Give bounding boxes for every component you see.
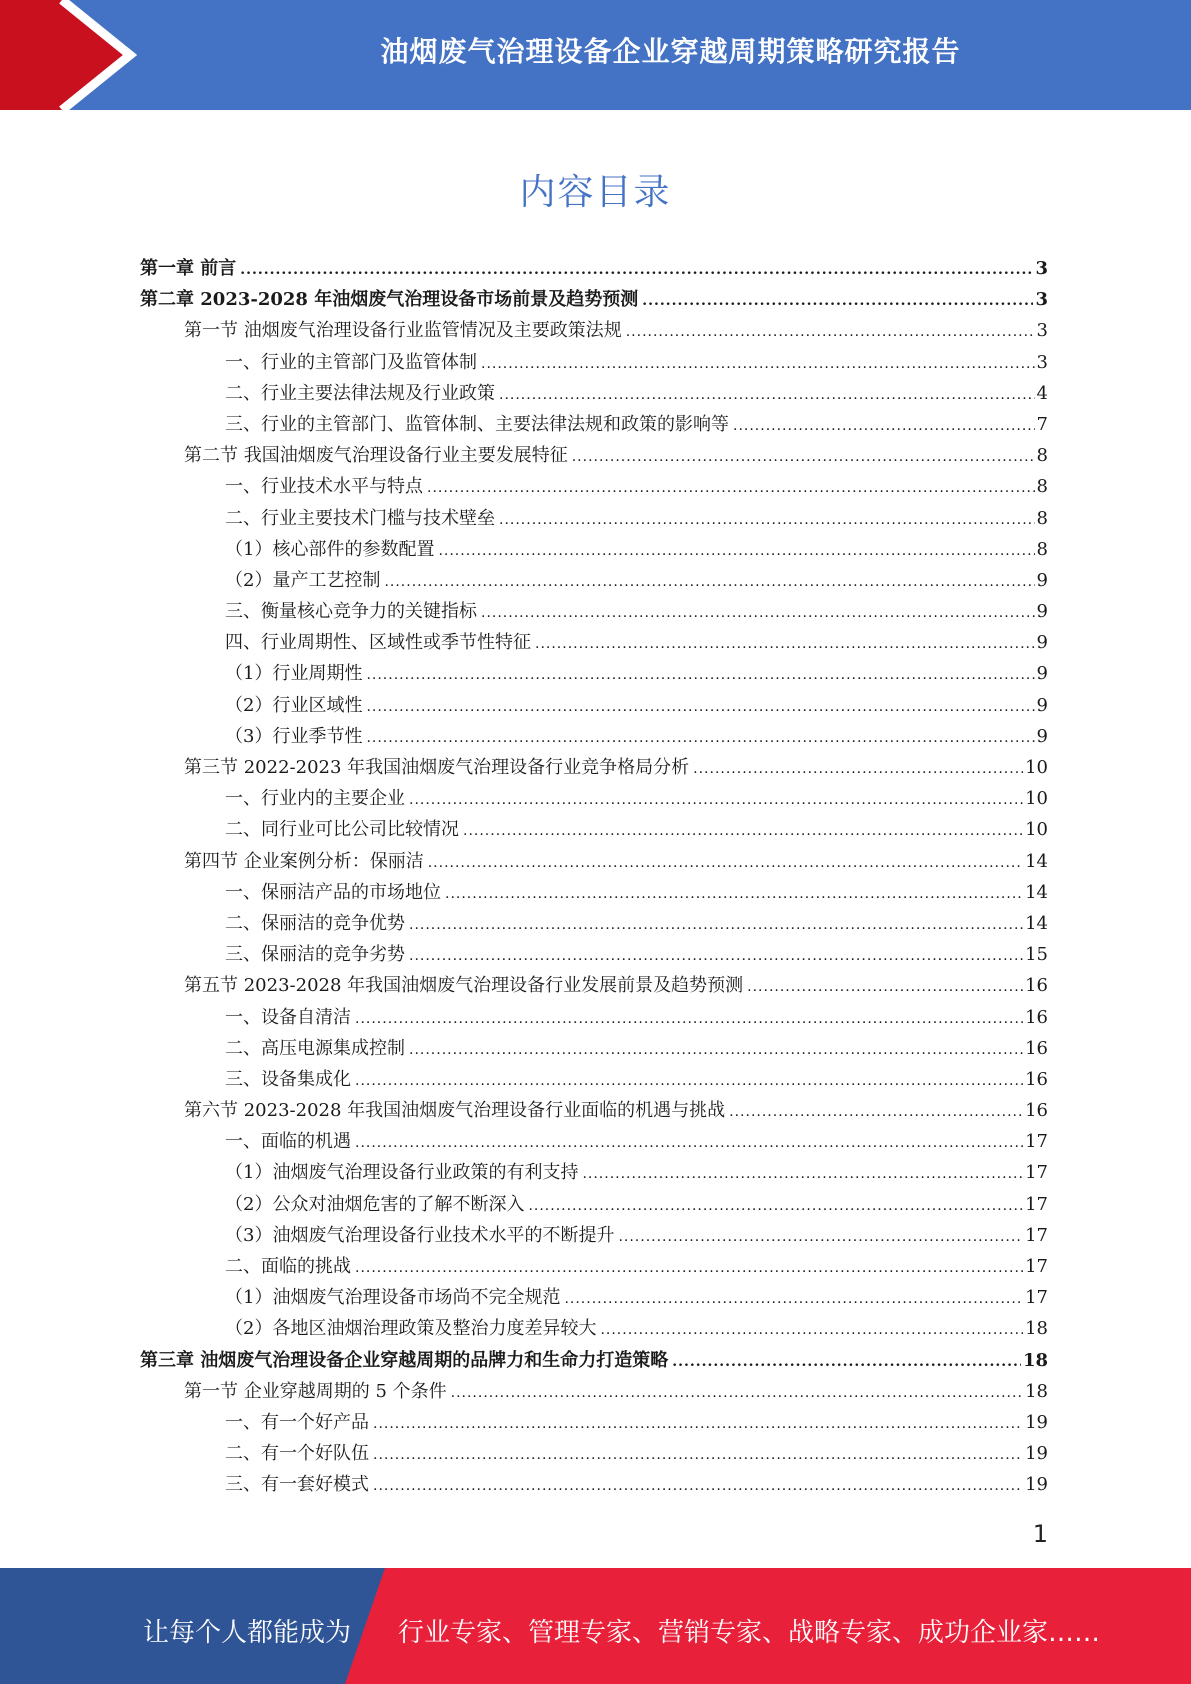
toc-entry[interactable] — [140, 503, 1048, 534]
header-banner — [0, 0, 1191, 110]
toc-entry-page: 16 — [1025, 1068, 1048, 1090]
toc-entry-label: （1）油烟废气治理设备行业政策的有利支持 — [225, 1162, 579, 1184]
toc-dot-leader — [672, 1347, 1021, 1378]
toc-entry-label: （2）公众对油烟危害的了解不断深入 — [225, 1193, 525, 1215]
toc-entry-page: 10 — [1025, 819, 1048, 841]
toc-entry-label: 一、面临的机遇 — [225, 1131, 351, 1153]
toc-entry-label: 二、行业主要法律法规及行业政策 — [225, 382, 495, 404]
toc-entry[interactable] — [140, 534, 1048, 565]
toc-entry-page: 16 — [1025, 1037, 1048, 1059]
toc-entry-label: （2）量产工艺控制 — [225, 569, 381, 591]
toc-dot-leader — [618, 1222, 1023, 1253]
toc-dot-leader — [409, 941, 1023, 972]
toc-dot-leader — [693, 754, 1023, 785]
toc-entry-label: 一、保丽洁产品的市场地位 — [225, 881, 441, 903]
toc-dot-leader — [572, 442, 1035, 473]
toc-dot-leader — [528, 1191, 1023, 1222]
toc-entry[interactable] — [140, 1345, 1048, 1376]
toc-dot-leader — [451, 1378, 1023, 1409]
toc-entry-label: 三、设备集成化 — [225, 1068, 351, 1090]
toc-entry-page: 9 — [1036, 725, 1048, 747]
toc-entry-label: （1）油烟废气治理设备市场尚不完全规范 — [225, 1287, 561, 1309]
toc-entry-page: 9 — [1036, 601, 1048, 623]
toc-entry-label: （2）各地区油烟治理政策及整治力度差异较大 — [225, 1318, 597, 1340]
toc-dot-leader — [409, 785, 1023, 816]
toc-entry-page: 8 — [1036, 507, 1048, 529]
toc-entry[interactable] — [140, 1126, 1048, 1157]
toc-entry-page: 16 — [1025, 1100, 1048, 1122]
toc-entry-page: 14 — [1025, 912, 1048, 934]
toc-dot-leader — [747, 972, 1023, 1003]
toc-dot-leader — [373, 1440, 1023, 1471]
toc-entry[interactable] — [140, 284, 1048, 315]
toc-entry[interactable] — [140, 1407, 1048, 1438]
toc-dot-leader — [733, 411, 1035, 442]
toc-entry[interactable] — [140, 939, 1048, 970]
toc-entry-label: 三、衡量核心竞争力的关键指标 — [225, 601, 477, 623]
toc-entry[interactable] — [140, 752, 1048, 783]
toc-entry-page: 16 — [1025, 1006, 1048, 1028]
toc-dot-leader — [409, 910, 1023, 941]
toc-entry[interactable] — [140, 1251, 1048, 1282]
toc-entry[interactable] — [140, 1376, 1048, 1407]
toc-entry-label: 一、行业的主管部门及监管体制 — [225, 351, 477, 373]
toc-entry-label: 第二章 2023-2028 年油烟废气治理设备市场前景及趋势预测 — [140, 289, 639, 311]
toc-entry-page: 3 — [1035, 289, 1048, 311]
toc-entry[interactable] — [140, 1189, 1048, 1220]
toc-entry[interactable] — [140, 315, 1048, 346]
toc-dot-leader — [499, 380, 1035, 411]
toc-entry-page: 19 — [1025, 1443, 1048, 1465]
toc-entry-label: 第二节 我国油烟废气治理设备行业主要发展特征 — [184, 445, 568, 467]
toc-entry-page: 10 — [1025, 757, 1048, 778]
toc-entry[interactable] — [140, 1157, 1048, 1188]
toc-entry-label: 二、同行业可比公司比较情况 — [225, 819, 459, 841]
toc-dot-leader — [626, 317, 1035, 348]
toc-dot-leader — [535, 629, 1035, 660]
toc-dot-leader — [427, 473, 1035, 504]
toc-entry-page: 9 — [1036, 569, 1048, 591]
toc-entry[interactable] — [140, 1095, 1048, 1126]
toc-entry-page: 15 — [1025, 944, 1048, 966]
table-of-contents — [140, 253, 1048, 1501]
footer-banner — [0, 1568, 1191, 1684]
toc-entry-label: （3）行业季节性 — [225, 725, 363, 747]
toc-entry-page: 7 — [1036, 413, 1048, 435]
toc-entry[interactable] — [140, 471, 1048, 502]
toc-dot-leader — [409, 1035, 1023, 1066]
toc-entry[interactable] — [140, 1033, 1048, 1064]
toc-heading: 内容目录 — [519, 172, 672, 213]
toc-entry[interactable] — [140, 846, 1048, 877]
toc-entry[interactable] — [140, 565, 1048, 596]
toc-dot-leader — [366, 660, 1034, 691]
toc-dot-leader — [600, 1315, 1023, 1346]
toc-dot-leader — [355, 1004, 1023, 1035]
toc-entry-page: 17 — [1025, 1193, 1048, 1215]
toc-entry-page: 8 — [1036, 476, 1048, 498]
toc-entry-page: 8 — [1036, 538, 1048, 560]
toc-dot-leader — [366, 692, 1034, 723]
report-title: 油烟废气治理设备企业穿越周期策略研究报告 — [380, 35, 961, 68]
toc-entry-page: 3 — [1036, 351, 1048, 373]
toc-entry[interactable] — [140, 409, 1048, 440]
toc-dot-leader — [355, 1066, 1023, 1097]
toc-entry[interactable] — [140, 1438, 1048, 1469]
toc-entry-label: 第五节 2023-2028 年我国油烟废气治理设备行业发展前景及趋势预测 — [184, 975, 744, 997]
toc-dot-leader — [499, 505, 1035, 536]
toc-entry-page: 9 — [1036, 632, 1048, 654]
toc-entry[interactable] — [140, 877, 1048, 908]
toc-entry[interactable] — [140, 440, 1048, 471]
toc-entry-label: 三、保丽洁的竞争劣势 — [225, 944, 405, 966]
toc-entry-label: （1）核心部件的参数配置 — [225, 538, 435, 560]
toc-entry-label: 三、有一套好模式 — [225, 1474, 369, 1496]
toc-entry-page: 9 — [1036, 694, 1048, 716]
toc-entry[interactable] — [140, 1282, 1048, 1313]
toc-entry-label: 三、行业的主管部门、监管体制、主要法律法规和政策的影响等 — [225, 413, 729, 435]
toc-entry-page: 17 — [1025, 1287, 1048, 1309]
toc-entry-label: 第一节 油烟废气治理设备行业监管情况及主要政策法规 — [184, 320, 622, 342]
toc-entry-label: 第六节 2023-2028 年我国油烟废气治理设备行业面临的机遇与挑战 — [184, 1100, 726, 1122]
toc-entry-label: 第一章 前言 — [140, 258, 237, 279]
toc-entry-page: 17 — [1025, 1224, 1048, 1246]
toc-entry-label: （2）行业区域性 — [225, 694, 363, 716]
toc-entry[interactable] — [140, 783, 1048, 814]
toc-dot-leader — [355, 1253, 1023, 1284]
toc-entry[interactable] — [140, 1064, 1048, 1095]
toc-entry-label: （1）行业周期性 — [225, 663, 363, 685]
toc-dot-leader — [438, 536, 1034, 567]
toc-entry-label: 二、有一个好队伍 — [225, 1443, 369, 1465]
toc-entry-page: 19 — [1025, 1411, 1048, 1433]
footer-slogan-right: 行业专家、管理专家、营销专家、战略专家、成功企业家…… — [398, 1618, 1101, 1648]
toc-entry-page: 17 — [1025, 1162, 1048, 1184]
toc-entry-label: 一、行业技术水平与特点 — [225, 476, 423, 498]
toc-dot-leader — [564, 1284, 1023, 1315]
toc-entry-label: 第四节 企业案例分析：保丽洁 — [184, 850, 424, 872]
toc-dot-leader — [428, 848, 1023, 879]
toc-entry-page: 16 — [1025, 975, 1048, 997]
toc-entry-label: 第三章 油烟废气治理设备企业穿越周期的品牌力和生命力打造策略 — [140, 1349, 669, 1371]
toc-entry-label: 一、行业内的主要企业 — [225, 788, 405, 810]
toc-entry-page: 17 — [1025, 1131, 1048, 1153]
toc-entry[interactable] — [140, 1469, 1048, 1500]
toc-dot-leader — [729, 1097, 1023, 1128]
toc-entry-page: 18 — [1025, 1380, 1048, 1402]
toc-dot-leader — [384, 567, 1034, 598]
toc-entry-label: 第一节 企业穿越周期的 5 个条件 — [184, 1380, 447, 1402]
toc-entry-page: 8 — [1036, 445, 1048, 467]
toc-dot-leader — [642, 286, 1033, 317]
toc-entry[interactable] — [140, 814, 1048, 845]
page-number: 1 — [1032, 1520, 1048, 1548]
toc-entry-label: 二、行业主要技术门槛与技术壁垒 — [225, 507, 495, 529]
toc-entry[interactable] — [140, 1220, 1048, 1251]
toc-entry-page: 3 — [1035, 258, 1048, 279]
toc-entry[interactable] — [140, 596, 1048, 627]
toc-entry[interactable] — [140, 253, 1048, 284]
toc-entry[interactable] — [140, 658, 1048, 689]
toc-dot-leader — [373, 1471, 1023, 1502]
toc-entry-page: 9 — [1036, 663, 1048, 685]
toc-entry[interactable] — [140, 1313, 1048, 1344]
toc-entry-page: 14 — [1025, 850, 1048, 872]
toc-entry-page: 17 — [1025, 1256, 1048, 1277]
toc-entry-page: 3 — [1036, 320, 1048, 342]
toc-entry-label: 二、高压电源集成控制 — [225, 1037, 405, 1059]
toc-entry[interactable] — [140, 378, 1048, 409]
toc-entry-label: 二、面临的挑战 — [225, 1256, 351, 1277]
footer-slogan-left: 让每个人都能成为 — [143, 1618, 352, 1648]
toc-entry-page: 4 — [1036, 382, 1048, 404]
toc-entry[interactable] — [140, 908, 1048, 939]
toc-dot-leader — [481, 598, 1035, 629]
toc-dot-leader — [463, 816, 1023, 847]
toc-entry[interactable] — [140, 721, 1048, 752]
toc-entry[interactable] — [140, 690, 1048, 721]
toc-entry-label: 二、保丽洁的竞争优势 — [225, 912, 405, 934]
toc-entry[interactable] — [140, 1002, 1048, 1033]
toc-entry[interactable] — [140, 970, 1048, 1001]
toc-dot-leader — [240, 255, 1033, 286]
toc-entry-page: 18 — [1025, 1318, 1048, 1340]
toc-entry-label: 四、行业周期性、区域性或季节性特征 — [225, 632, 531, 654]
toc-dot-leader — [582, 1159, 1023, 1190]
toc-dot-leader — [445, 879, 1023, 910]
toc-entry[interactable] — [140, 347, 1048, 378]
toc-entry-page: 10 — [1025, 788, 1048, 810]
toc-dot-leader — [366, 723, 1034, 754]
toc-entry-label: （3）油烟废气治理设备行业技术水平的不断提升 — [225, 1224, 615, 1246]
toc-entry-page: 14 — [1025, 881, 1048, 903]
toc-entry-page: 18 — [1022, 1349, 1048, 1371]
toc-entry[interactable] — [140, 627, 1048, 658]
toc-dot-leader — [355, 1128, 1023, 1159]
toc-entry-label: 一、有一个好产品 — [225, 1411, 369, 1433]
toc-entry-label: 第三节 2022-2023 年我国油烟废气治理设备行业竞争格局分析 — [184, 757, 690, 778]
toc-entry-page: 19 — [1025, 1474, 1048, 1496]
toc-entry-label: 一、设备自清洁 — [225, 1006, 351, 1028]
toc-dot-leader — [481, 349, 1035, 380]
toc-dot-leader — [373, 1409, 1023, 1440]
